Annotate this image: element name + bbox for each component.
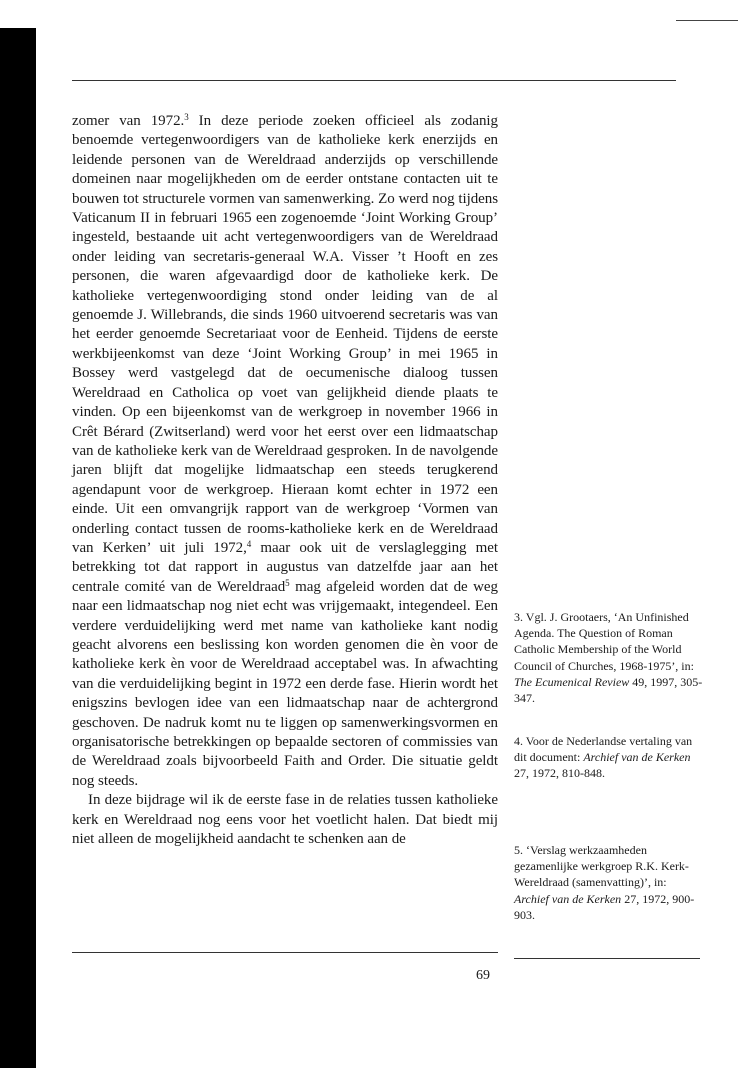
paragraph-1 [72, 112, 498, 791]
footnote-4-title: Archief van de Kerken [583, 750, 691, 765]
header-rule [72, 80, 676, 81]
footnote-ref-3: 3 [184, 112, 189, 122]
footnote-3-ref: 49, 1997, 305-347. [514, 674, 703, 706]
footnote-5 [514, 842, 704, 923]
paragraph-1-text-c: maar ook uit de verslaglegging met betrekking tot dat rapport in augustus van datzelfde jaar aan het centrale comité van de Wereldraad [72, 539, 498, 595]
paragraph-1-text-d: mag afgeleid worden dat de weg naar een lidmaatschap nog niet echt was vrijgemaakt, integendeel. Een verdere verduidelijking werd met name van katholieke kant nodig geacht alvorens een beslissing kon worden genomen die èn voor de katholieke kerk èn voor de Wereldraad acceptabel was. In afwachting van die verduidelijking begint in 1972 een derde fase. Hierin wordt het enigszins bevlogen idee van een lidmaatschap naar de achtergrond geschoven. De nadruk komt nu te liggen op samenwerkingsvormen en organisatorische betrekkingen op bepaalde sectoren of commissies van de Wereldraad zoals bijvoorbeeld Faith and Order. Die situatie geldt nog steeds. [72, 578, 498, 789]
scan-edge-bar [0, 28, 36, 1068]
footnote-4 [514, 733, 704, 782]
paragraph-1-text-a: zomer van 1972. [72, 113, 185, 129]
main-text-column [72, 112, 498, 849]
footer-rule [72, 952, 498, 953]
paragraph-2: In deze bijdrage wil ik de eerste fase in de relaties tussen katholieke kerk en Wereldraad nog eens voor het voetlicht halen. Dat biedt mij niet alleen de mogelijkheid aandacht te schenken aan de [72, 792, 498, 848]
footnote-5-text: 5. ‘Verslag werkzaamheden gezamenlijke werkgroep R.K. Kerk-Wereldraad (samenvatting)’, in: [514, 843, 689, 890]
footnote-5-title: Archief van de Kerken [514, 891, 622, 906]
footnote-3 [514, 609, 704, 706]
footnote-ref-5: 5 [285, 577, 290, 588]
footnote-ref-4: 4 [246, 538, 252, 549]
footnote-4-ref: 27, 1972, 810-848. [514, 766, 605, 781]
footnote-5-ref: 27, 1972, 900-903. [514, 891, 695, 922]
page-number: 69 [476, 968, 490, 983]
header-rule-right [676, 20, 738, 21]
footnote-4-text: 4. Voor de Nederlandse vertaling van dit document: [514, 734, 693, 765]
footnote-3-title: The Ecumenical Review [514, 674, 630, 689]
footnote-3-text: 3. Vgl. J. Grootaers, ‘An Unfinished Agenda. The Question of Roman Catholic Membership of the World Council of Churches, 1968-1975’, in: [514, 610, 694, 673]
footer-rule-notes [514, 958, 700, 959]
paragraph-1-text-b: In deze periode zoeken officieel als zodanig benoemde vertegenwoordigers van de katholieke kerk enerzijds en leidende personen van de Wereldraad anderzijds op verschillende domeinen naar mogelijkheden om de eerder ontstane contacten uit te bouwen tot structurele vormen van samenwerking. Zo werd nog tijdens Vaticanum II in februari 1965 een zogenoemde ‘Joint Working Group’ ingesteld, bestaande uit acht vertegenwoordigers van de Wereldraad onder leiding van secretaris-generaal W.A. Visser ’t Hooft en zes personen, die waren afgevaardigd door de katholieke kerk. De katholieke vertegenwoordiging stond onder leiding van de al genoemde J. Willebrands, die sinds 1960 uitvoerend secretaris was van het eerder genoemde Secretariaat voor de Eenheid. Tijdens de eerste werkbijeenkomst van deze ‘Joint Working Group’ in mei 1965 in Bossey werd vastgelegd dat de oecumenische dialoog tussen Wereldraad en Catholica op voet van gelijkheid diende plaats te vinden. Op een bijeenkomst van de werkgroep in november 1966 in Crêt Bérard (Zwitserland) werd voor het eerst over een lidmaatschap van de katholieke kerk van de Wereldraad gesproken. In de navolgende jaren blijft dat mogelijke lidmaatschap een steeds terugkerend agendapunt voor de werkgroep. Hieraan komt echter in 1972 een einde. Uit een omvangrijk rapport van de werkgroep ‘Vormen van onderling contact tussen de rooms-katholieke kerk en de Wereldraad van Kerken’ uit juli 1972, [72, 113, 499, 556]
